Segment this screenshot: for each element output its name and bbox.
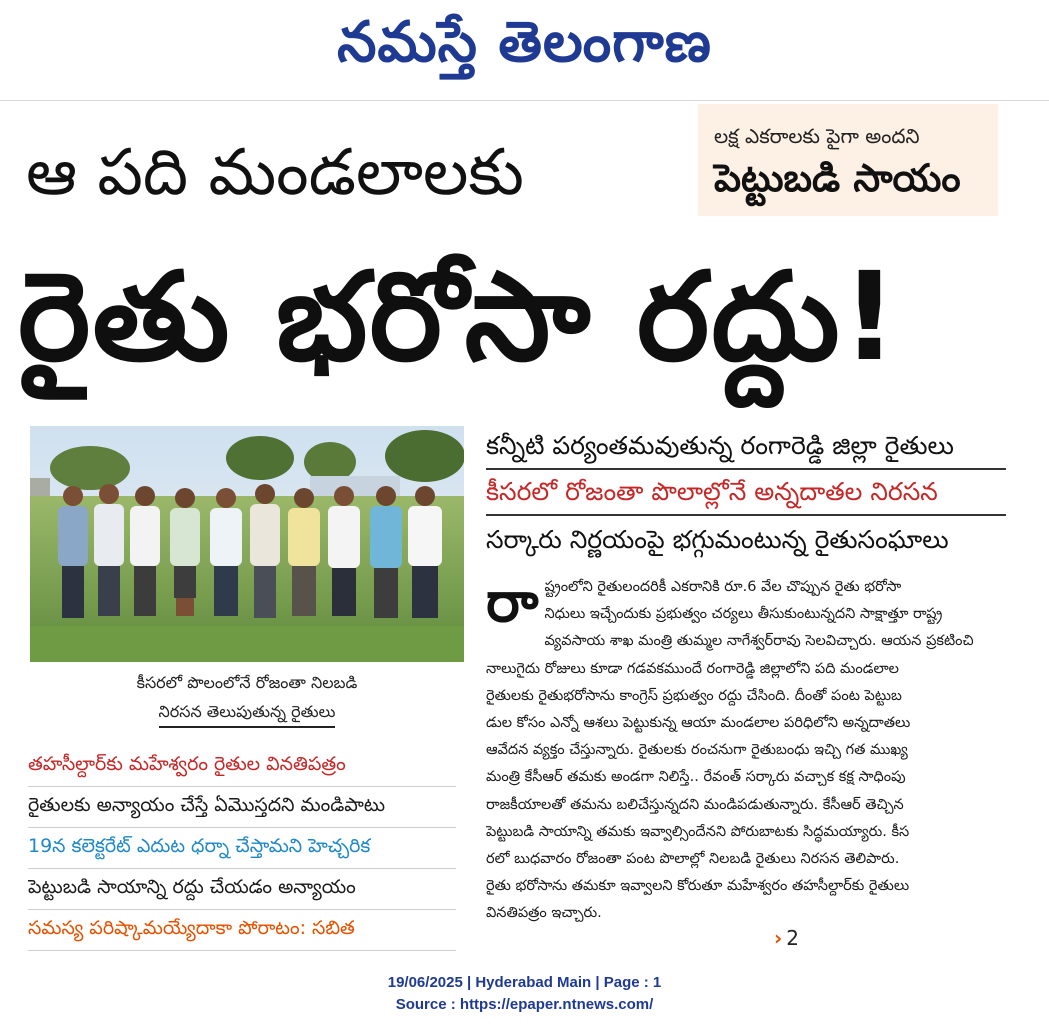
body-line: మంత్రి కేసీఆర్ తమకు అండగా నిలిస్తే.. రేవంత్ సర్కారు వచ్చాక కక్ష సాధింపు [486, 769, 906, 786]
body-line: వ్యవసాయ శాఖ మంత్రి తుమ్మల నాగేశ్వర్‌రావు సెలవిచ్చారు. ఆయన ప్రకటించి [544, 633, 974, 650]
continued-page-number: 2 [786, 926, 799, 950]
photo-caption-line2: నిరసన తెలుపుతున్న రైతులు [159, 697, 336, 728]
body-line: వినతిపత్రం ఇచ్చారు. [486, 905, 602, 922]
body-line: ఆవేదన వ్యక్తం చేస్తున్నారు. రైతులకు రంచనుగా రైతుబంధు ఇచ్చి గత ముఖ్య [486, 742, 908, 759]
photo-caption-line1: కీసరలో పొలంలోనే రోజంతా నిలబడి [136, 673, 358, 692]
drop-cap: రా [486, 570, 539, 635]
highlight-box-title: పెట్టుబడి సాయం [714, 156, 961, 200]
body-line: రైతు భరోసాను తమకూ ఇవ్వాలని కోరుతూ మహేశ్వరం తహసీల్దార్‌కు రైతులు [486, 878, 910, 895]
body-line: రైతులకు రైతుభరోసాను కాంగ్రెస్ ప్రభుత్వం రద్దు చేసింది. దీంతో పంట పెట్టుబ [486, 687, 902, 704]
footer-source[interactable]: Source : https://epaper.ntnews.com/ [395, 996, 654, 1013]
list-item: తహసీల్దార్‌కు మహేశ్వరం రైతుల వినతిపత్రం [28, 746, 456, 787]
highlights-list [28, 746, 456, 951]
deck-line-2: కీసరలో రోజంతా పొలాల్లోనే అన్నదాతల నిరసన [486, 477, 938, 506]
deck-line-3: సర్కారు నిర్ణయంపై భగ్గుమంటున్న రైతుసంఘాలు [486, 525, 949, 554]
body-line: డుల కోసం ఎన్నో ఆశలు పెట్టుకున్న ఆయా మండలాల పరిధిలోని అన్నదాతలు [486, 715, 911, 732]
main-headline: రైతు భరోసా రద్దు! [18, 246, 900, 388]
body-line: రాజకీయాలతో తమను బలిచేస్తున్నదని మండిపడుతున్నారు. కేసీఆర్ తెచ్చిన [486, 796, 904, 813]
deck-divider [486, 468, 1006, 470]
deck-line-1: కన్నీటి పర్యంతమవుతున్న రంగారెడ్డి జిల్లా రైతులు [486, 431, 954, 460]
body-line: పెట్టుబడి సాయాన్ని తమకు ఇవ్వాల్సిందేనని పోరుబాటకు సిద్ధమయ్యారు. కీస [486, 823, 910, 840]
chevron-right-icon: › [774, 926, 783, 950]
farmers-photo [30, 426, 464, 662]
masthead-divider [0, 100, 1049, 101]
list-item: పెట్టుబడి సాయాన్ని రద్దు చేయడం అన్యాయం [28, 869, 456, 910]
deck-divider [486, 514, 1006, 516]
continued-page-ref[interactable] [774, 926, 799, 950]
list-item: సమస్య పరిష్కామయ్యేదాకా పోరాటం: సబిత [28, 910, 456, 951]
body-line: నిధులు ఇచ్చేందుకు ప్రభుత్వం చర్యలు తీసుకుంటున్నదని సాక్షాత్తూ రాష్ట్ర [544, 606, 943, 623]
article-body [486, 570, 1006, 928]
footer-edition-info: 19/06/2025 | Hyderabad Main | Page : 1 [387, 974, 662, 991]
newspaper-logo: నమస్తే తెలంగాణ [337, 10, 712, 75]
body-line: రలో బుధవారం రోజంతా పంట పొలాల్లో నిలబడి రైతులు నిరసన తెలిపారు. [486, 851, 900, 868]
masthead [0, 0, 1049, 88]
farmers-photo-illustration [30, 426, 464, 662]
body-line: ష్ట్రంలోని రైతులందరికీ ఎకరానికి రూ.6 వేల చొప్పున రైతు భరోసా [544, 579, 902, 595]
photo-caption [30, 668, 464, 728]
body-line: నాలుగైదు రోజులు కూడా గడవకముందే రంగారెడ్డి జిల్లాలోని పది మండలాల [486, 660, 899, 677]
highlight-box [698, 104, 998, 216]
kicker-headline: ఆ పది మండలాలకు [26, 136, 524, 210]
list-item: రైతులకు అన్యాయం చేస్తే ఏమొస్తదని మండిపాటు [28, 787, 456, 828]
highlight-box-subtitle: లక్ష ఎకరాలకు పైగా అందని [714, 124, 920, 148]
list-item: 19న కలెక్టరేట్ ఎదుట ధర్నా చేస్తామని హెచ్చరిక [28, 828, 456, 869]
